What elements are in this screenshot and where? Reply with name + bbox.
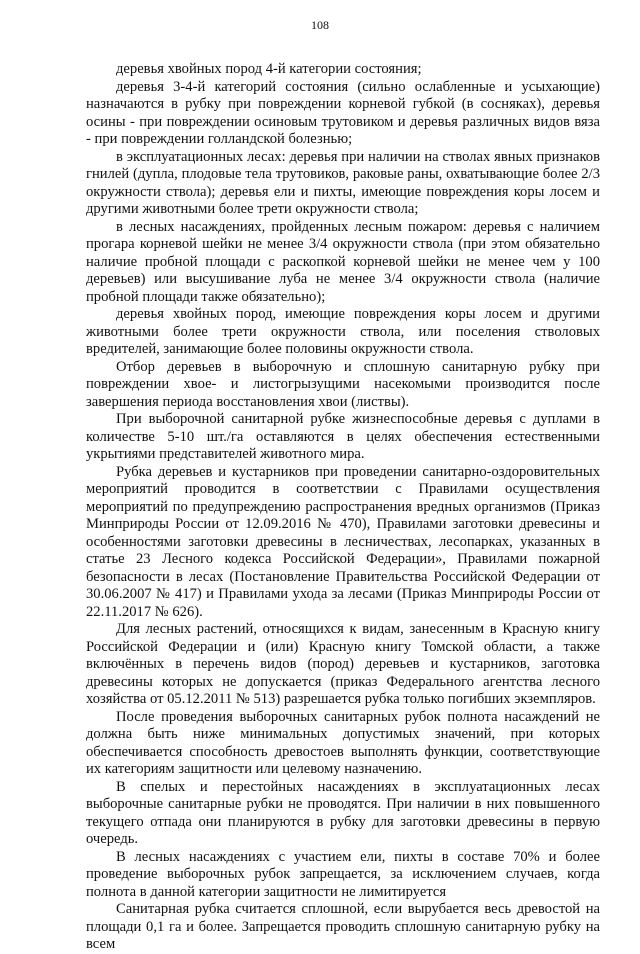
paragraph-6: Отбор деревьев в выборочную и сплошную санитарную рубку при повреждении хвое- и листогрызущими насекомыми производится после завершения периода восстановления хвои (листвы). [86,358,600,410]
paragraph-1: деревья хвойных пород 4-й категории состояния; [116,61,422,77]
paragraph-5: деревья хвойных пород, имеющие повреждения коры лосем и другими животными более трети окружности ствола, или поселения стволовых вредителей, занимающие более половины окружности ствола. [86,306,600,357]
paragraph-2: деревья 3-4-й категорий состояния (сильно ослабленные и усыхающие) назначаются в рубку при повреждении корневой губкой (в сосняках), деревья осины - при повреждении осиновым трутовиком и деревья различных видов вяза - при повреждении голландской болезнью; [86,78,600,147]
document-body [86,61,600,954]
paragraph-3: в эксплуатационных лесах: деревья при наличии на стволах явных признаков гнилей (дупла, плодовые тела трутовиков, раковые раны, охватывающие более 2/3 окружности ствола); деревья ели и пихты, имеющие повреждения коры лосем и другими животными более трети окружности ствола; [86,148,600,217]
paragraph-10: После проведения выборочных санитарных рубок полнота насаждений не должна быть ниже минимальных допустимых значений, при которых обеспечивается способность древостоев выполнять функции, соответствующие их категориям защитности или целевому назначению. [86,708,600,777]
page-number: 108 [311,18,329,32]
paragraph-13: Санитарная рубка считается сплошной, если вырубается весь древостой на площади 0,1 га и более. Запрещается проводить сплошную санитарную рубку на всем [86,901,600,952]
paragraph-12: В лесных насаждениях с участием ели, пихты в составе 70% и более проведение выборочных рубок запрещается, за исключением случаев, когда полнота в данной категории защитности не лимитируется [86,848,600,900]
paragraph-8: Рубка деревьев и кустарников при проведении санитарно-оздоровительных мероприятий проводится в соответствии с Правилами осуществления мероприятий по предупреждению распространения вредных организмов (Приказ Минприроды России от 12.09.2016 № 470), Правилами заготовки древесины и особенностями заготовки древесины в лесничествах, лесопарках, указанных в статье 23 Лесного кодекса Российской Федерации», Правилами пожарной безопасности в лесах (Постановление Правительства Российской Федерации от 30.06.2007 № 417) и Правилами ухода за лесами (Приказ Минприроды России от 22.11.2017 № 626). [86,463,600,620]
paragraph-9: Для лесных растений, относящихся к видам, занесенным в Красную книгу Российской Федерации и (или) Красную книгу Томской области, а также включённых в перечень видов (пород) деревьев и кустарников, заготовка древесины которых не допускается (приказ Федерального агентства лесного хозяйства от 05.12.2011 № 513) разрешается рубка только погибших экземпляров. [86,621,600,707]
paragraph-11: В спелых и перестойных насаждениях в эксплуатационных лесах выборочные санитарные рубки не проводятся. При наличии в них повышенного текущего отпада они планируются в рубку для заготовки древесины в первую очередь. [86,778,600,847]
paragraph-4: в лесных насаждениях, пройденных лесным пожаром: деревья с наличием прогара корневой шейки не менее 3/4 окружности ствола (при этом обязательно наличие пробной площади с раскопкой корневой шейки не менее чем у 100 деревьев) или высушивание луба не менее 3/4 окружности ствола (наличие пробной площади также обязательно); [86,218,600,305]
paragraph-7: При выборочной санитарной рубке жизнеспособные деревья с дуплами в количестве 5-10 шт./га оставляются в целях обеспечения естественными укрытиями представителей животного мира. [86,411,600,462]
